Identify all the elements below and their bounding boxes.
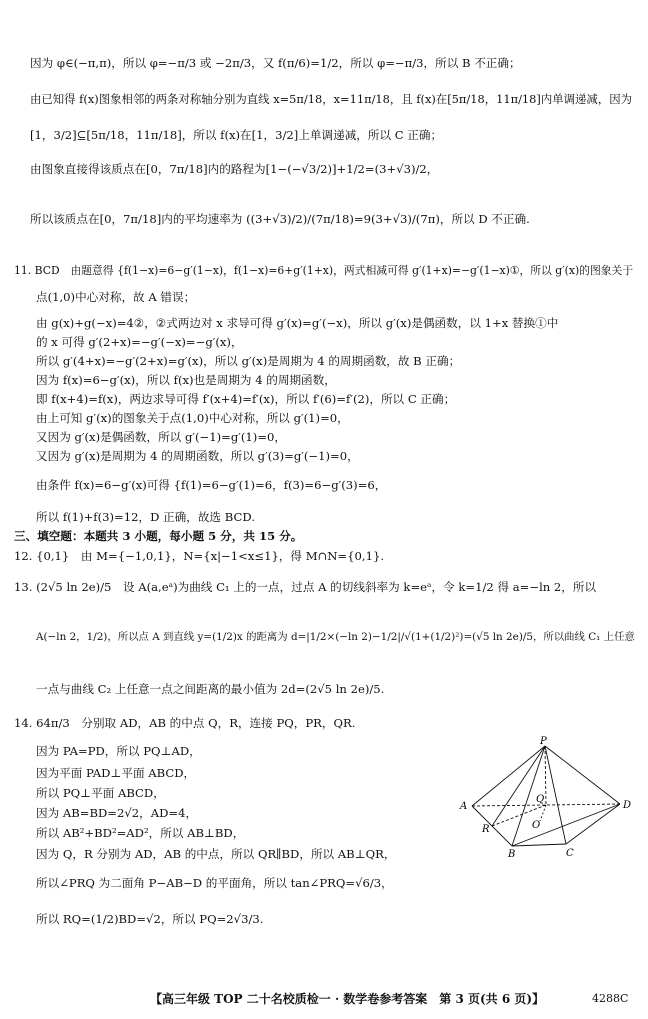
text-line: 所以 PQ⊥平面 ABCD， [36,786,165,800]
section-heading: 三、填空题：本题共 3 小题，每小题 5 分，共 15 分。 [14,529,303,543]
text-line: 13. (2√5 ln 2e)/5 设 A(a,eᵃ)为曲线 C₁ 上的一点，过点 A 的切线斜率为 k=eᵃ，令 k=1/2 得 a=−ln 2，所以 [14,580,597,594]
text-line: 12. {0,1} 由 M={−1,0,1}，N={x|−1<x≤1}，得 M∩N={0,1}. [14,549,385,563]
text-line: A(−ln 2，1/2)，所以点 A 到直线 y=(1/2)x 的距离为 d=|1/2×(−ln 2)−1/2|/√(1+(1/2)²)=(√5 ln 2e)/5，所以曲线 C₁ 上任意 [36,631,635,643]
text-line: 由图象直接得该质点在[0，7π/18]内的路程为[1−(−√3/2)]+1/2=(3+√3)/2， [30,162,439,176]
text-line: 由条件 f(x)=6−g′(x)可得 {f(1)=6−g′(1)=6，f(3)=6−g′(3)=6， [36,478,387,492]
paper-code: 4288C [592,992,629,1005]
text-line: 所以 AB²+BD²=AD²，所以 AB⊥BD， [36,826,245,840]
label-P: P [540,736,547,747]
label-A: A [460,801,468,812]
text-line: 因为 PA=PD，所以 PQ⊥AD， [36,744,201,758]
pyramid-figure [452,736,642,858]
text-line: 因为平面 PAD⊥平面 ABCD， [36,766,196,780]
label-C: C [566,848,574,858]
text-line: 由上可知 g′(x)的图象关于点(1,0)中心对称，所以 g′(1)=0， [36,411,349,425]
label-O: O [532,820,541,831]
text-line: 因为 f(x)=6−g′(x)，所以 f(x)也是周期为 4 的周期函数， [36,373,336,387]
text-line: 因为 AB=BD=2√2，AD=4， [36,806,198,820]
text-line: 所以 g′(4+x)=−g′(2+x)=g′(x)，所以 g′(x)是周期为 4 的周期函数，故 B 正确； [36,354,461,368]
text-line: 又因为 g′(x)是周期为 4 的周期函数，所以 g′(3)=g′(−1)=0， [36,449,359,463]
text-line: 所以 RQ=(1/2)BD=√2，所以 PQ=2√3/3. [36,912,264,926]
text-line: 的 x 可得 g′(2+x)=−g′(−x)=−g′(x)， [36,335,243,349]
label-B: B [508,849,516,858]
label-R: R [482,824,490,835]
text-line: 所以∠PRQ 为二面角 P−AB−D 的平面角，所以 tan∠PRQ=√6/3， [36,876,393,890]
text-line: 由 g(x)+g(−x)=4②，②式两边对 x 求导可得 g′(x)=g′(−x)，所以 g′(x)是偶函数，以 1+x 替换①中 [36,316,559,330]
text-line: 即 f(x+4)=f(x)，两边求导可得 f′(x+4)=f′(x)，所以 f′(6)=f′(2)，所以 C 正确； [36,392,456,406]
label-Q: Q [536,794,545,805]
text-line: 因为 φ∈(−π,π)，所以 φ=−π/3 或 −2π/3，又 f(π/6)=1/2，所以 φ=−π/3，所以 B 不正确； [30,56,521,70]
text-line: 一点与曲线 C₂ 上任意一点之间距离的最小值为 2d=(2√5 ln 2e)/5. [36,682,385,696]
text-line: 11. BCD 由题意得 {f(1−x)=6−g′(1−x)，f(1−x)=6+g′(1+x)，两式相减可得 g′(1+x)=−g′(1−x)①，所以 g′(x)的图象关于 [14,264,634,277]
text-line: 所以 f(1)+f(3)=12，D 正确，故选 BCD. [36,510,255,524]
text-line: 因为 Q，R 分别为 AD，AB 的中点，所以 QR∥BD，所以 AB⊥QR， [36,847,396,861]
text-line: 又因为 g′(x)是偶函数，所以 g′(−1)=g′(1)=0， [36,430,287,444]
text-line: 14. 64π/3 分别取 AD，AB 的中点 Q，R，连接 PQ，PR，QR. [14,716,356,730]
text-line: 点(1,0)中心对称，故 A 错误； [36,290,196,304]
text-line: 由已知得 f(x)图象相邻的两条对称轴分别为直线 x=5π/18，x=11π/18，且 f(x)在[5π/18，11π/18]内单调递减，因为 [30,92,632,106]
text-line: 所以该质点在[0，7π/18]内的平均速率为 ((3+√3)/2)/(7π/18)=9(3+√3)/(7π)，所以 D 不正确. [30,212,530,226]
text-line: [1，3/2]⊆[5π/18，11π/18]，所以 f(x)在[1，3/2]上单调递减，所以 C 正确； [30,128,443,142]
page-footer: 【高三年级 TOP 二十名校质检一 · 数学卷参考答案 第 3 页(共 6 页)】 [150,992,545,1006]
label-D: D [623,800,632,811]
